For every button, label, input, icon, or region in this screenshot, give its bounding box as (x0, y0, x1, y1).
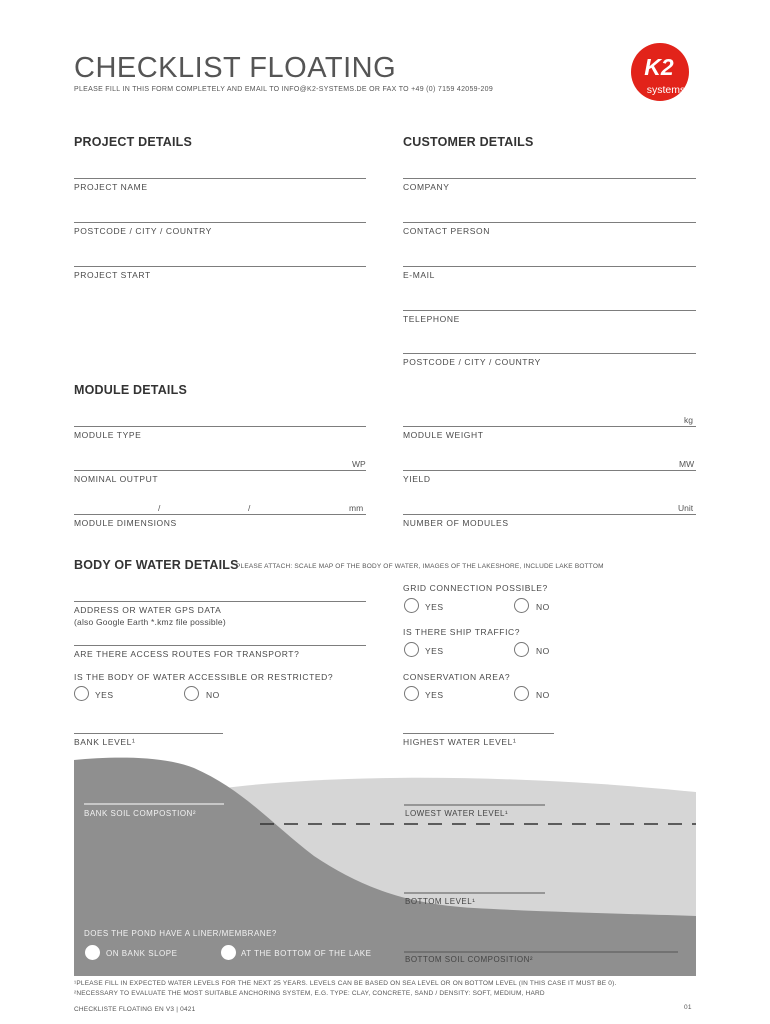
telephone-label: TELEPHONE (403, 314, 460, 324)
liner-bank-slope-label: ON BANK SLOPE (106, 949, 178, 958)
conservation-yes-radio[interactable] (404, 686, 419, 701)
customer-details-heading: CUSTOMER DETAILS (403, 135, 534, 149)
customer-location-label: POSTCODE / CITY / COUNTRY (403, 357, 541, 367)
accessible-yes-radio[interactable] (74, 686, 89, 701)
yield-field[interactable] (403, 470, 696, 471)
k2-logo (622, 42, 698, 102)
customer-location-field[interactable] (403, 353, 696, 354)
number-unit: Unit (678, 503, 694, 513)
ship-no-radio[interactable] (514, 642, 529, 657)
grid-yes-radio[interactable] (404, 598, 419, 613)
project-details-heading: PROJECT DETAILS (74, 135, 193, 149)
module-type-field[interactable] (74, 426, 366, 427)
page-instructions: PLEASE FILL IN THIS FORM COMPLETELY AND EMAIL TO INFO@K2-SYSTEMS.DE OR FAX TO +49 (0) 7159 42059-209 (74, 86, 494, 93)
number-of-modules-label: NUMBER OF MODULES (403, 518, 509, 528)
project-location-label: POSTCODE / CITY / COUNTRY (74, 226, 212, 236)
water-details-heading: BODY OF WATER DETAILS (74, 558, 239, 572)
nominal-output-label: NOMINAL OUTPUT (74, 474, 159, 484)
conservation-no-label: NO (536, 690, 550, 700)
bottom-level-label: BOTTOM LEVEL¹ (405, 897, 476, 906)
liner-bank-slope-radio[interactable] (85, 945, 100, 960)
project-name-label: PROJECT NAME (74, 182, 148, 192)
liner-bottom-radio[interactable] (221, 945, 236, 960)
bank-soil-label: BANK SOIL COMPOSTION² (84, 809, 196, 818)
access-routes-label: ARE THERE ACCESS ROUTES FOR TRANSPORT? (74, 649, 300, 659)
company-field[interactable] (403, 178, 696, 179)
accessible-question: IS THE BODY OF WATER ACCESSIBLE OR RESTRICTED? (74, 672, 334, 682)
project-start-field[interactable] (74, 266, 366, 267)
conservation-no-radio[interactable] (514, 686, 529, 701)
project-name-field[interactable] (74, 178, 366, 179)
document-id: CHECKLISTE FLOATING EN V3 | 0421 (74, 1006, 196, 1013)
conservation-question: CONSERVATION AREA? (403, 672, 511, 682)
grid-connection-question: GRID CONNECTION POSSIBLE? (403, 583, 548, 593)
contact-person-field[interactable] (403, 222, 696, 223)
number-of-modules-field[interactable] (403, 514, 696, 515)
grid-no-label: NO (536, 602, 550, 612)
address-gps-field[interactable] (74, 601, 366, 602)
yield-label: YIELD (403, 474, 431, 484)
module-dimensions-label: MODULE DIMENSIONS (74, 518, 177, 528)
attach-note: PLEASE ATTACH: SCALE MAP OF THE BODY OF WATER, IMAGES OF THE LAKESHORE, INCLUDE LAKE BOTTOM (236, 563, 604, 570)
module-dimensions-field[interactable] (74, 514, 366, 515)
module-weight-field[interactable] (403, 426, 696, 427)
accessible-yes-label: YES (95, 690, 114, 700)
accessible-no-label: NO (206, 690, 220, 700)
company-label: COMPANY (403, 182, 450, 192)
module-weight-label: MODULE WEIGHT (403, 430, 484, 440)
email-field[interactable] (403, 266, 696, 267)
footnote-2: ²NECESSARY TO EVALUATE THE MOST SUITABLE ANCHORING SYSTEM, E.G. TYPE: CLAY, CONCRETE, SAND / DENSITY: SOFT, MEDIUM, HARD (74, 990, 545, 997)
output-unit: WP (352, 459, 366, 469)
telephone-field[interactable] (403, 310, 696, 311)
ship-traffic-question: IS THERE SHIP TRAFFIC? (403, 627, 521, 637)
module-type-label: MODULE TYPE (74, 430, 142, 440)
address-gps-hint: (also Google Earth *.kmz file possible) (74, 617, 226, 627)
grid-no-radio[interactable] (514, 598, 529, 613)
ship-yes-radio[interactable] (404, 642, 419, 657)
page-number: 01 (684, 1004, 692, 1011)
bottom-soil-label: BOTTOM SOIL COMPOSITION² (405, 955, 534, 964)
bank-level-label: BANK LEVEL¹ (74, 737, 136, 747)
ship-yes-label: YES (425, 646, 444, 656)
module-details-heading: MODULE DETAILS (74, 383, 187, 397)
ship-no-label: NO (536, 646, 550, 656)
yield-unit: MW (679, 459, 695, 469)
logo-subtext: systems (646, 84, 686, 96)
nominal-output-field[interactable] (74, 470, 366, 471)
bank-level-field[interactable] (74, 733, 223, 734)
page-title: CHECKLIST FLOATING (74, 52, 397, 84)
contact-person-label: CONTACT PERSON (403, 226, 490, 236)
liner-question: DOES THE POND HAVE A LINER/MEMBRANE? (84, 929, 277, 938)
grid-yes-label: YES (425, 602, 444, 612)
dimension-unit: mm (349, 503, 364, 513)
logo-mark: K2 (644, 54, 674, 80)
dimension-separator-2: / (248, 503, 251, 513)
access-routes-field[interactable] (74, 645, 366, 646)
weight-unit: kg (684, 415, 693, 425)
lowest-water-level-label: LOWEST WATER LEVEL¹ (405, 809, 509, 818)
water-profile-diagram (74, 756, 696, 976)
highest-water-level-label: HIGHEST WATER LEVEL¹ (403, 737, 517, 747)
footnote-1: ¹PLEASE FILL IN EXPECTED WATER LEVELS FOR THE NEXT 25 YEARS. LEVELS CAN BE BASED ON SEA LEVEL OR ON BOTTOM LEVEL (IN THIS CASE IT MUST BE 0). (74, 980, 617, 987)
highest-water-level-field[interactable] (403, 733, 554, 734)
liner-bottom-label: AT THE BOTTOM OF THE LAKE (241, 949, 372, 958)
project-location-field[interactable] (74, 222, 366, 223)
address-gps-label: ADDRESS OR WATER GPS DATA (74, 605, 222, 615)
dimension-separator-1: / (158, 503, 161, 513)
email-label: E-MAIL (403, 270, 435, 280)
accessible-no-radio[interactable] (184, 686, 199, 701)
conservation-yes-label: YES (425, 690, 444, 700)
project-start-label: PROJECT START (74, 270, 151, 280)
